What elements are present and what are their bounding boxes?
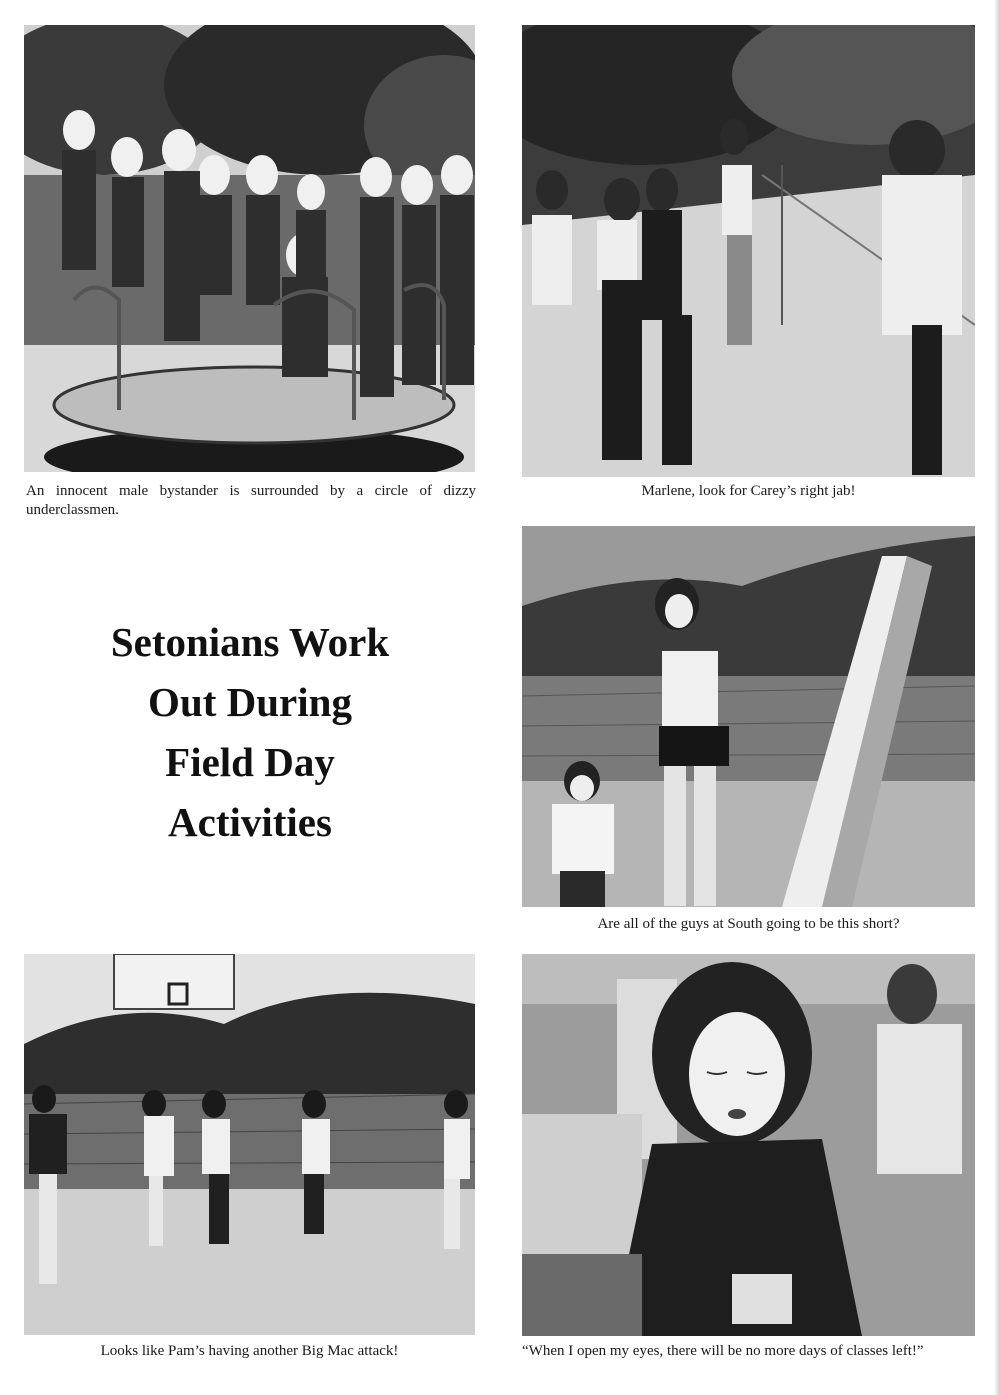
eyes-closed-caption: “When I open my eyes, there will be no more days of classes left!” [522, 1343, 924, 1359]
slide-photo [522, 526, 975, 907]
headline-line-1: Setonians Work [110, 619, 390, 665]
basketball-court-caption: Looks like Pam’s having another Big Mac attack! [100, 1343, 399, 1359]
merry-go-round-caption: An innocent male bystander is surrounded by a circle of dizzy underclassmen. [26, 483, 476, 518]
slide-caption: Are all of the guys at South going to be this short? [597, 916, 900, 932]
page-headline [40, 612, 460, 852]
headline-line-4: Activities [168, 799, 332, 845]
merry-go-round-photo [24, 25, 475, 472]
boxing-jab-photo [522, 25, 975, 477]
headline-line-2: Out During [148, 679, 352, 725]
page-edge-shadow [994, 0, 1000, 1395]
headline-line-3: Field Day [165, 739, 335, 785]
basketball-court-photo [24, 954, 475, 1335]
eyes-closed-photo [522, 954, 975, 1336]
boxing-jab-caption: Marlene, look for Carey’s right jab! [641, 483, 856, 499]
